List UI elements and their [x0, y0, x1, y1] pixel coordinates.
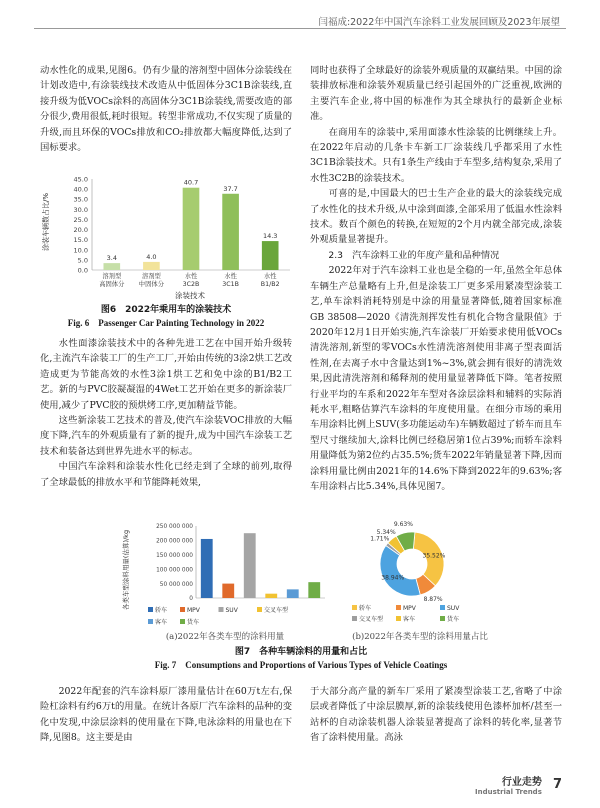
figure7a-bar: [222, 584, 234, 598]
figure7a-bar: [201, 539, 213, 598]
figure7a-legend-label: 轿车: [155, 607, 168, 614]
figure6-data-label: 14.3: [262, 232, 278, 241]
section-heading: 2.3 汽车涂料工业的年度产量和品种情况: [328, 249, 500, 261]
figure7b-legend-label: 客车: [403, 616, 416, 623]
left-column-top: [40, 63, 292, 155]
figure7a-ytick-label: 0: [189, 596, 193, 603]
figure7a-ytick-label: 250 000 000: [156, 524, 193, 531]
figure6-bar: [143, 262, 160, 270]
figure7a-legend-swatch: [148, 619, 153, 624]
figure7b-data-label: 8.87%: [423, 596, 443, 604]
figure6-xtick-label: 溶剂型: [102, 273, 122, 280]
figure6-chart: [40, 174, 292, 302]
figure6-xtick-label: 水性: [184, 273, 198, 280]
figure7a-legend-label: 交叉车型: [264, 607, 289, 614]
figure6-ytick-label: 0.0: [77, 266, 88, 275]
page-number: 7: [552, 777, 562, 792]
figure7b-chart: [340, 514, 490, 632]
figure7b-legend-swatch: [352, 616, 357, 621]
figure6-ytick-label: 20.0: [73, 226, 88, 235]
figure7a-bar: [244, 533, 256, 598]
figure7a-ytick-label: 100 000 000: [156, 567, 193, 574]
figure6-xlabel: 涂装技术: [175, 291, 205, 300]
figure6-y-axis: [74, 176, 88, 275]
figure6-ytick-label: 35.0: [73, 195, 88, 204]
figure7b-data-label: 35.52%: [422, 552, 446, 560]
figure7b-legend-swatch: [440, 616, 445, 621]
header-rule: [34, 28, 566, 29]
figure7b-data-label: 5.34%: [376, 529, 396, 537]
figure6-ytick-label: 45.0: [73, 175, 88, 184]
figure7b-legend-label: 轿车: [359, 605, 372, 612]
figure7a-ytick-label: 150 000 000: [156, 553, 193, 559]
figure6-xtick-label: 水性: [263, 273, 277, 280]
figure6-data-label: 3.4: [106, 254, 117, 263]
figure6-xtick-label: B1/B2: [260, 281, 280, 288]
figure7a-legend-label: MPV: [187, 607, 200, 614]
left-column-middle: [40, 336, 292, 490]
figure7b-legend-swatch: [396, 616, 401, 621]
figure7a-ytick-label: 200 000 000: [156, 538, 193, 545]
figure7a-legend-label: SUV: [225, 607, 238, 614]
figure7a-ylabel: 各类车型涂料用量(估算)/kg: [122, 529, 130, 611]
figure7-caption-zh: 图7 各种车辆涂料的用量和占比: [234, 647, 368, 657]
figure6-x-axis: [99, 271, 279, 288]
left-column-bottom: [40, 684, 292, 746]
figure7a-chart: [120, 522, 330, 630]
figure7b-legend-label: SUV: [447, 605, 460, 612]
figure6-caption: [40, 304, 292, 330]
figure7a-legend-label: 货车: [187, 619, 200, 626]
figure7b-legend: [352, 604, 460, 623]
figure6-ylabel: 涂装车辆数占比/%: [42, 192, 50, 252]
figure6-bars: [103, 179, 278, 270]
figure7b-legend-swatch: [440, 605, 445, 610]
paragraph: 2022年配套的汽车涂料原厂漆用量估计在60万t左右,保险杠涂料有约6万t的用量。在统计各原厂汽车涂料的品种的变化中发现,中涂层涂料的使用量在下降,电泳涂料的用量也在下降,见图8。这主要是由: [40, 686, 292, 744]
figure7a-legend: [148, 606, 288, 626]
figure6-xtick-label: 高固体分: [99, 281, 125, 288]
paragraph: 动水性化的成果,见图6。仍有少量的溶剂型中固体分涂装线在计划改造中,有涂装线技术改造从中低固体分3C1B涂装线,直接升级为低VOCs涂料的高固体分3C1B涂装线,需要改造的部分很少,费用很低,耗时很短。转型非常成功,不仅实现了质量的升级,而且环保的VOCs排放和CO₂排放都大幅度降低,达到了国标要求。: [40, 65, 292, 154]
figure6-xtick-label: 3C1B: [222, 281, 239, 288]
running-header: 闫福成:2022年中国汽车涂料工业发展回顾及2023年展望: [318, 17, 560, 28]
right-column: [310, 63, 562, 494]
figure7a-legend-swatch: [148, 607, 153, 612]
footer-section-zh: 行业走势: [501, 777, 542, 788]
figure7b-legend-swatch: [396, 605, 401, 610]
figure7a-bar: [287, 589, 299, 598]
figure7b-subcaption: (b)2022年各类车型的涂料用量占比: [352, 632, 488, 642]
right-column-bottom: [310, 684, 562, 746]
figure6-ytick-label: 10.0: [73, 246, 88, 255]
figure7-caption: [40, 646, 562, 672]
figure7b-legend-label: MPV: [403, 605, 416, 612]
figure6-caption-en: Fig. 6 Passenger Car Painting Technology in 2022: [67, 318, 265, 328]
figure6-ytick-label: 30.0: [73, 205, 88, 214]
paragraph: 这些新涂装工艺技术的普及,使汽车涂装VOC排放的大幅度下降,汽车的外观质量有了新的提升,成为中国汽车涂装工艺技术和装备达到世界先进水平的标志。: [40, 415, 292, 457]
figure6-xtick-label: 中固体分: [138, 281, 164, 288]
figure6-caption-zh: 图6 2022年乘用车的涂装技术: [100, 305, 232, 315]
figure7a-subcaption: (a)2022年各类车型的涂料用量: [165, 632, 285, 642]
figure6-data-label: 37.7: [223, 184, 238, 193]
figure6-ytick-label: 15.0: [73, 236, 88, 245]
figure7b-legend-swatch: [352, 605, 357, 610]
paragraph: 中国汽车涂料和涂装水性化已经走到了全球的前列,取得了全球最低的排放水平和节能降耗效果,: [40, 461, 292, 488]
figure7a-legend-swatch: [180, 607, 185, 612]
figure7a-legend-swatch: [180, 619, 185, 624]
figure7a-y-axis: [156, 524, 193, 602]
figure6-bar: [183, 188, 200, 270]
figure7a-bars: [201, 533, 320, 598]
page-footer: [475, 773, 562, 796]
paragraph: 2022年对于汽车涂料工业也是全稳的一年,虽然全年总体车辆生产总量略有上升,但是涂装工厂更多采用紧凑型涂装工艺,单车涂料消耗特别是中涂的用量显著降低,随着国家标准GB 38508—2020《清洗剂挥发性有机化合物含量限值》于2020年12月1日开始实施,汽车涂装厂开始要求使用低VOCs清洗溶剂,新型的零VOCs水性清洗溶剂使用非离子型表面活性剂,在去离子水中含量达到1%~3%,就会拥有很好的清洗效果,因此清洗溶剂和稀释剂的使用量显著降低下降。笔者按照行业平均的车系和2022年车型对各涂层涂料和辅料的实际消耗水平,粗略估算汽车涂料的年度使用量。在细分市场的乘用车用涂料比例上SUV(多功能运动车)车辆数超过了轿车而且车型尺寸继续加大,涂料比例已经稳居第1位占39%;而轿车涂料用量降低为第2位约占35.5%;货车2022年销量显著下降,因而涂料用量比例由2021年的14.6%下降到2022年的9.63%;客车用涂料占比5.34%,具体见图7。: [310, 265, 562, 492]
figure6-ytick-label: 5.0: [77, 256, 88, 265]
figure6-xtick-label: 水性: [224, 273, 237, 280]
figure6-xtick-label: 3C2B: [182, 281, 200, 288]
figure7b-pie: [380, 532, 444, 596]
figure7b-data-label: 38.94%: [381, 574, 405, 582]
figure7b-legend-label: 货车: [447, 616, 460, 623]
figure7a-ytick-label: 50 000 000: [159, 581, 193, 588]
figure6-ytick-label: 40.0: [73, 185, 88, 194]
figure6-ytick-label: 25.0: [73, 215, 88, 224]
figure7a-bar: [265, 594, 277, 598]
figure6-bar: [222, 194, 239, 270]
paragraph: 于大部分高产量的新车厂采用了紧凑型涂装工艺,省略了中涂层或者降低了中涂层膜厚,新的涂装线使用色漆杯加杯/甚至一站杯的自动涂装机器人涂装显著提高了涂料的转化率,显著节省了涂料使用量。高泳: [310, 686, 562, 744]
figure6-data-label: 40.7: [183, 178, 199, 187]
figure7b-legend-label: 交叉车型: [359, 616, 384, 623]
paragraph: 水性面漆涂装技术中的各种先进工艺在中国开始升级转化,主流汽车涂装工厂的生产工厂,开始由传统的3涂2烘工艺改造成更为节能高效的水性3涂1烘工艺和免中涂的B1/B2工艺。新的与PVC胶凝凝湿的4Wet工艺开始在更多的新涂装厂使用,减少了PVC胶的预烘烤工序,更加精益节能。: [40, 338, 292, 411]
figure7a-legend-swatch: [219, 607, 224, 612]
paragraph: 可喜的是,中国最大的巴士生产企业的最大的涂装线完成了水性化的技术升级,从中涂到面漆,全部采用了低温水性涂料技术。数百个颜色的转换,在短短的2个月内就全部完成,涂装外观质量显著提升。: [310, 188, 562, 246]
figure7b-data-label: 1.71%: [370, 535, 390, 543]
figure7b-data-label: 9.63%: [393, 520, 413, 528]
paragraph: 在商用车的涂装中,采用面漆水性涂装的比例继续上升。在2022年启动的几条卡车新工厂涂装线几乎都采用了水性3C1B涂装技术。只有1条生产线由于车型多,结构复杂,采用了水性3C2B的涂装技术。: [310, 126, 562, 184]
figure7a-legend-swatch: [257, 607, 262, 612]
figure7-caption-en: Fig. 7 Consumptions and Proportions of Various Types of Vehicle Coatings: [154, 660, 448, 670]
footer-section: [475, 773, 542, 796]
figure6-bar: [262, 241, 279, 270]
figure7a-bar: [308, 582, 320, 598]
footer-section-en: Industrial Trends: [474, 788, 542, 796]
figure6-data-label: 4.0: [146, 252, 157, 261]
figure7a-legend-label: 客车: [155, 619, 168, 626]
figure6-bar: [103, 263, 120, 270]
figure6-xtick-label: 溶剂型: [141, 273, 161, 280]
paragraph: 同时也获得了全球最好的涂装外观质量的双赢结果。中国的涂装排放标准和涂装外观质量已经引起国外的广泛重视,欧洲的主要汽车企业,将中国的标准作为其全球执行的最新企业标准。: [310, 65, 562, 123]
